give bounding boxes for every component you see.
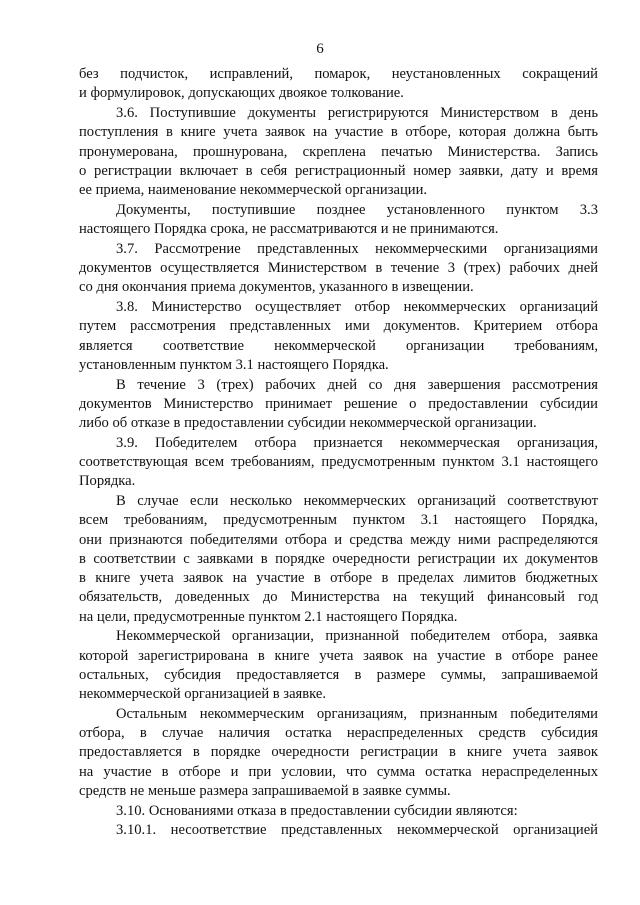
paragraph-continuation [79,65,598,104]
text-line: 3.6. Поступившие документы регистрируются Министерством в день [116,105,598,121]
paragraph-3-10 [79,802,598,821]
page-number: 6 [316,41,324,57]
text-line: установленным пунктом 3.1 настоящего Порядка. [79,356,389,373]
text-line: со дня окончания приема документов, указанного в извещении. [79,279,474,296]
text-line: на участие в отборе и при условии, что сумма остатка нераспределенных [79,763,598,780]
text-line: соответствующая всем требованиям, предусмотренным пунктом 3.1 настоящего [79,454,598,470]
text-line: всем требованиям, предусмотренным пунктом 3.1 настоящего Порядка, [79,512,598,529]
text-line: либо об отказе в предоставлении субсидии некоммерческой организации. [79,415,537,431]
paragraph-first-registered [79,627,598,704]
text-line: настоящего Порядка срока, не рассматриваются и не принимаются. [79,221,499,237]
paragraph-3-10-1 [79,821,598,840]
text-line: путем рассмотрения представленных ими документов. Критерием отбора [79,318,598,335]
paragraph-3-7 [79,240,598,298]
text-line: В течение 3 (трех) рабочих дней со дня завершения рассмотрения [116,376,598,393]
paragraph-3-6 [79,104,598,200]
text-line: остальных, субсидия предоставляется в размере суммы, запрашиваемой [79,666,598,683]
text-line: Остальным некоммерческим организациям, признанным победителями [116,705,598,722]
text-line: и формулировок, допускающих двоякое толкование. [79,85,404,102]
text-line: Порядка. [79,473,136,490]
text-line: которой зарегистрирована в книге учета заявок на участие в отборе ранее [79,647,598,664]
text-line: в книге учета заявок на участие в отборе в пределах лимитов бюджетных [79,570,598,586]
paragraph-decision-period [79,376,598,434]
text-line: ее приема, наименование некоммерческой организации. [79,182,428,198]
text-line: некоммерческой организацией в заявке. [79,686,327,702]
text-line: Некоммерческой организации, признанной победителем отбора, заявка [116,628,598,645]
text-line: пронумерована, прошнурована, скреплена печатью Министерства. Запись [79,143,598,160]
text-line: документов Министерство принимает решение о предоставлении субсидии [79,395,598,412]
document-body [79,65,598,841]
text-line: Документы, поступившие позднее установленного пунктом 3.3 [116,201,598,218]
text-line: В случае если несколько некоммерческих организаций соответствуют [116,493,598,509]
text-line: является соответствие некоммерческой организации требованиям, [79,337,598,354]
text-line: в соответствии с заявками в порядке очередности регистрации их документов [79,550,598,567]
text-line: отбора, в случае наличия остатка нераспределенных средств субсидия [79,725,598,741]
text-line: предоставляется в порядке очередности регистрации в книге учета заявок [79,744,598,761]
text-line: о регистрации включает в себя регистрационный номер заявки, дату и время [79,162,598,179]
paragraph-3-9 [79,434,598,492]
text-line: документов осуществляется Министерством в течение 3 (трех) рабочих дней [79,260,598,276]
paragraph-remaining-winners [79,705,598,801]
text-line: 3.9. Победителем отбора признается некоммерческая организация, [116,434,598,451]
text-line: обязательств, доведенных до Министерства на текущий финансовый год [79,589,598,606]
paragraph-3-8 [79,298,598,375]
text-line: без подчисток, исправлений, помарок, неустановленных сокращений [79,66,598,82]
text-line: на цели, предусмотренные пунктом 2.1 настоящего Порядка. [79,608,458,625]
text-line: 3.10. Основаниями отказа в предоставлении субсидии являются: [116,802,518,819]
text-line: 3.10.1. несоответствие представленных некоммерческой организацией [116,822,598,839]
text-line: средств не меньше размера запрашиваемой в заявке суммы. [79,782,451,799]
text-line: поступления в книге учета заявок на участие в отборе, которая должна быть [79,124,598,141]
text-line: 3.8. Министерство осуществляет отбор некоммерческих организаций [116,299,598,315]
text-line: они признаются победителями отбора и средства между ними распределяются [79,531,598,548]
paragraph-multiple-winners [79,492,598,627]
paragraph-documents-late [79,201,598,240]
text-line: 3.7. Рассмотрение представленных некоммерческими организациями [116,240,598,257]
